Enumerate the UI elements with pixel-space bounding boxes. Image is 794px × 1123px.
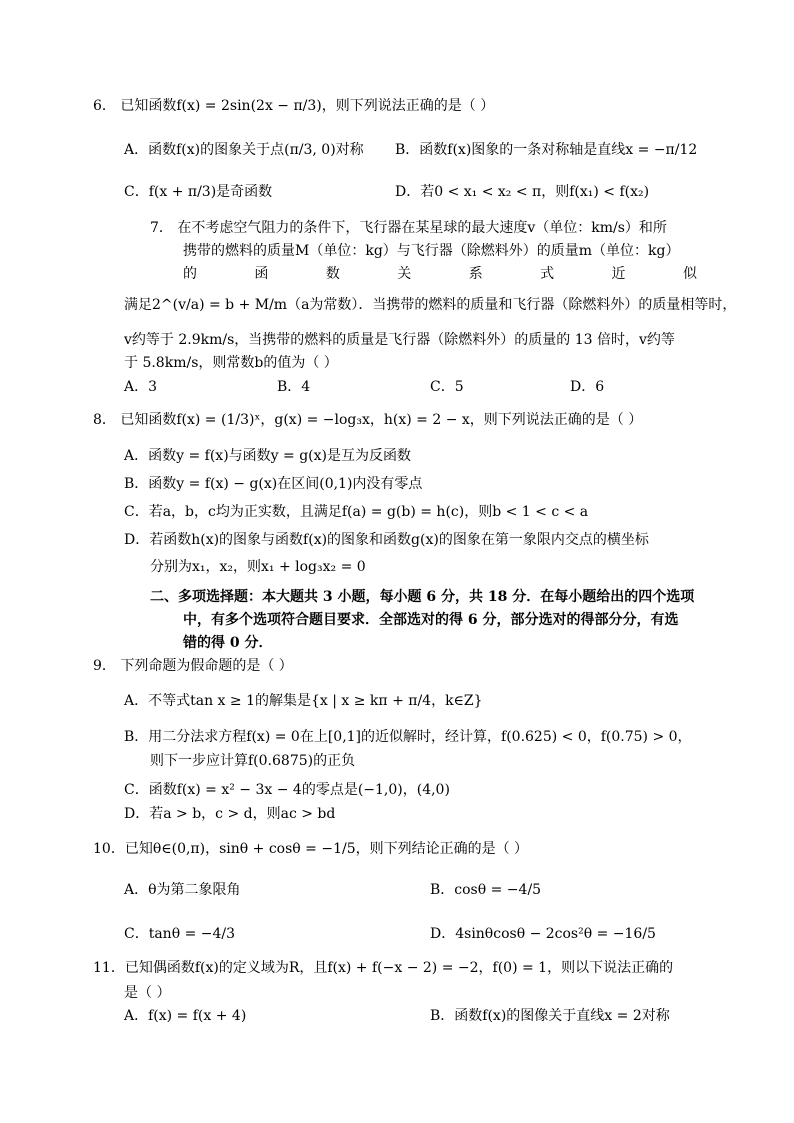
q10-option-a: A．θ为第二象限角 — [124, 882, 241, 898]
q11-option-b: B．函数f(x)的图像关于直线x = 2对称 — [430, 1008, 670, 1024]
q7-line3-char: 近 — [611, 266, 626, 282]
q11-stem-line2: 是（ ） — [124, 985, 171, 1001]
q7-option-c: C．5 — [430, 379, 464, 395]
q7-line3-char: 似 — [682, 266, 697, 282]
q7-line6: 于 5.8km/s，则常数b的值为（ ） — [124, 355, 338, 371]
q10-option-c: C．tanθ = −4/3 — [124, 926, 236, 942]
q9-option-a: A．不等式tan x ≥ 1的解集是{x | x ≥ kπ + π/4，k∈Z} — [124, 693, 483, 709]
q6-option-b: B．函数f(x)图象的一条对称轴是直线x = −π/12 — [395, 142, 698, 158]
q7-line4: 满足2^(v/a) = b + M/m（a为常数）．当携带的燃料的质量和飞行器（除燃料外）的质量相等时， — [124, 297, 737, 313]
q7-option-b: B．4 — [277, 379, 311, 395]
section-2-heading: 二、多项选择题：本大题共 3 小题，每小题 6 分，共 18 分．在每小题给出的四个选项 — [150, 589, 695, 605]
q7-option-d: D．6 — [570, 379, 605, 395]
q9-option-d: D．若a > b，c > d，则ac > bd — [124, 806, 336, 822]
q7-option-a: A．3 — [124, 379, 158, 395]
q10-option-d: D．4sinθcosθ − 2cos²θ = −16/5 — [430, 926, 656, 942]
q9-option-b-line1: B．用二分法求方程f(x) = 0在上[0,1]的近似解时，经计算，f(0.625) < 0，f(0.75) > 0， — [124, 729, 692, 745]
q6-option-d: D．若0 < x₁ < x₂ < π，则f(x₁) < f(x₂) — [395, 184, 650, 200]
q11-stem-line1: 11．已知偶函数f(x)的定义域为R，且f(x) + f(−x − 2) = −2，f(0) = 1，则以下说法正确的 — [93, 960, 674, 976]
q7-line2: 携带的燃料的质量M（单位：kg）与飞行器（除燃料外）的质量m（单位：kg） — [183, 243, 680, 259]
q10-stem: 10．已知θ∈(0,π)，sinθ + cosθ = −1/5，则下列结论正确的是（ ） — [93, 841, 529, 857]
q7-line3 — [183, 265, 697, 283]
q8-option-c: C．若a，b，c均为正实数，且满足f(a) = g(b) = h(c)，则b < 1 < c < a — [124, 504, 589, 520]
q8-option-b: B．函数y = f(x) − g(x)在区间(0,1)内没有零点 — [124, 476, 423, 492]
q7-line3-char: 系 — [468, 266, 483, 282]
q6-option-a: A．函数f(x)的图象关于点(π/3, 0)对称 — [124, 142, 364, 158]
q11-option-a: A．f(x) = f(x + 4) — [124, 1008, 247, 1024]
q7-line3-char: 函 — [254, 266, 269, 282]
q7-line3-char: 的 — [183, 266, 197, 282]
q9-option-c: C．函数f(x) = x² − 3x − 4的零点是(−1,0)，(4,0) — [124, 782, 450, 798]
q9-stem: 9． 下列命题为假命题的是（ ） — [93, 658, 293, 674]
q7-line3-char: 关 — [397, 266, 412, 282]
q8-stem: 8． 已知函数f(x) = (1/3)ˣ，g(x) = −log₃x，h(x) = 2 − x，则下列说法正确的是（ ） — [93, 412, 643, 428]
q6-option-c: C．f(x + π/3)是奇函数 — [124, 184, 273, 200]
q7-line3-char: 数 — [325, 266, 340, 282]
section-2-line3: 错的得 0 分． — [183, 635, 273, 651]
q7-line1: 7． 在不考虑空气阻力的条件下，飞行器在某星球的最大速度v（单位：km/s）和所 — [150, 220, 667, 236]
q9-option-b-line2: 则下一步应计算f(0.6875)的正负 — [150, 753, 356, 769]
section-2-line2: 中，有多个选项符合题目要求．全部选对的得 6 分，部分选对的得部分分，有选 — [183, 612, 679, 628]
q8-option-d-line2: 分别为x₁，x₂，则x₁ + log₃x₂ = 0 — [150, 559, 366, 575]
q6-stem: 6． 已知函数f(x) = 2sin(2x − π/3)，则下列说法正确的是（ ） — [93, 98, 495, 114]
q8-option-a: A．函数y = f(x)与函数y = g(x)是互为反函数 — [124, 448, 411, 464]
q7-line3-char: 式 — [540, 266, 555, 282]
q7-line5: v约等于 2.9km/s，当携带的燃料的质量是飞行器（除燃料外）的质量的 13 倍时，v约等 — [124, 332, 675, 348]
q8-option-d-line1: D．若函数h(x)的图象与函数f(x)的图象和函数g(x)的图象在第一象限内交点的横坐标 — [124, 532, 649, 548]
q10-option-b: B．cosθ = −4/5 — [430, 882, 542, 898]
